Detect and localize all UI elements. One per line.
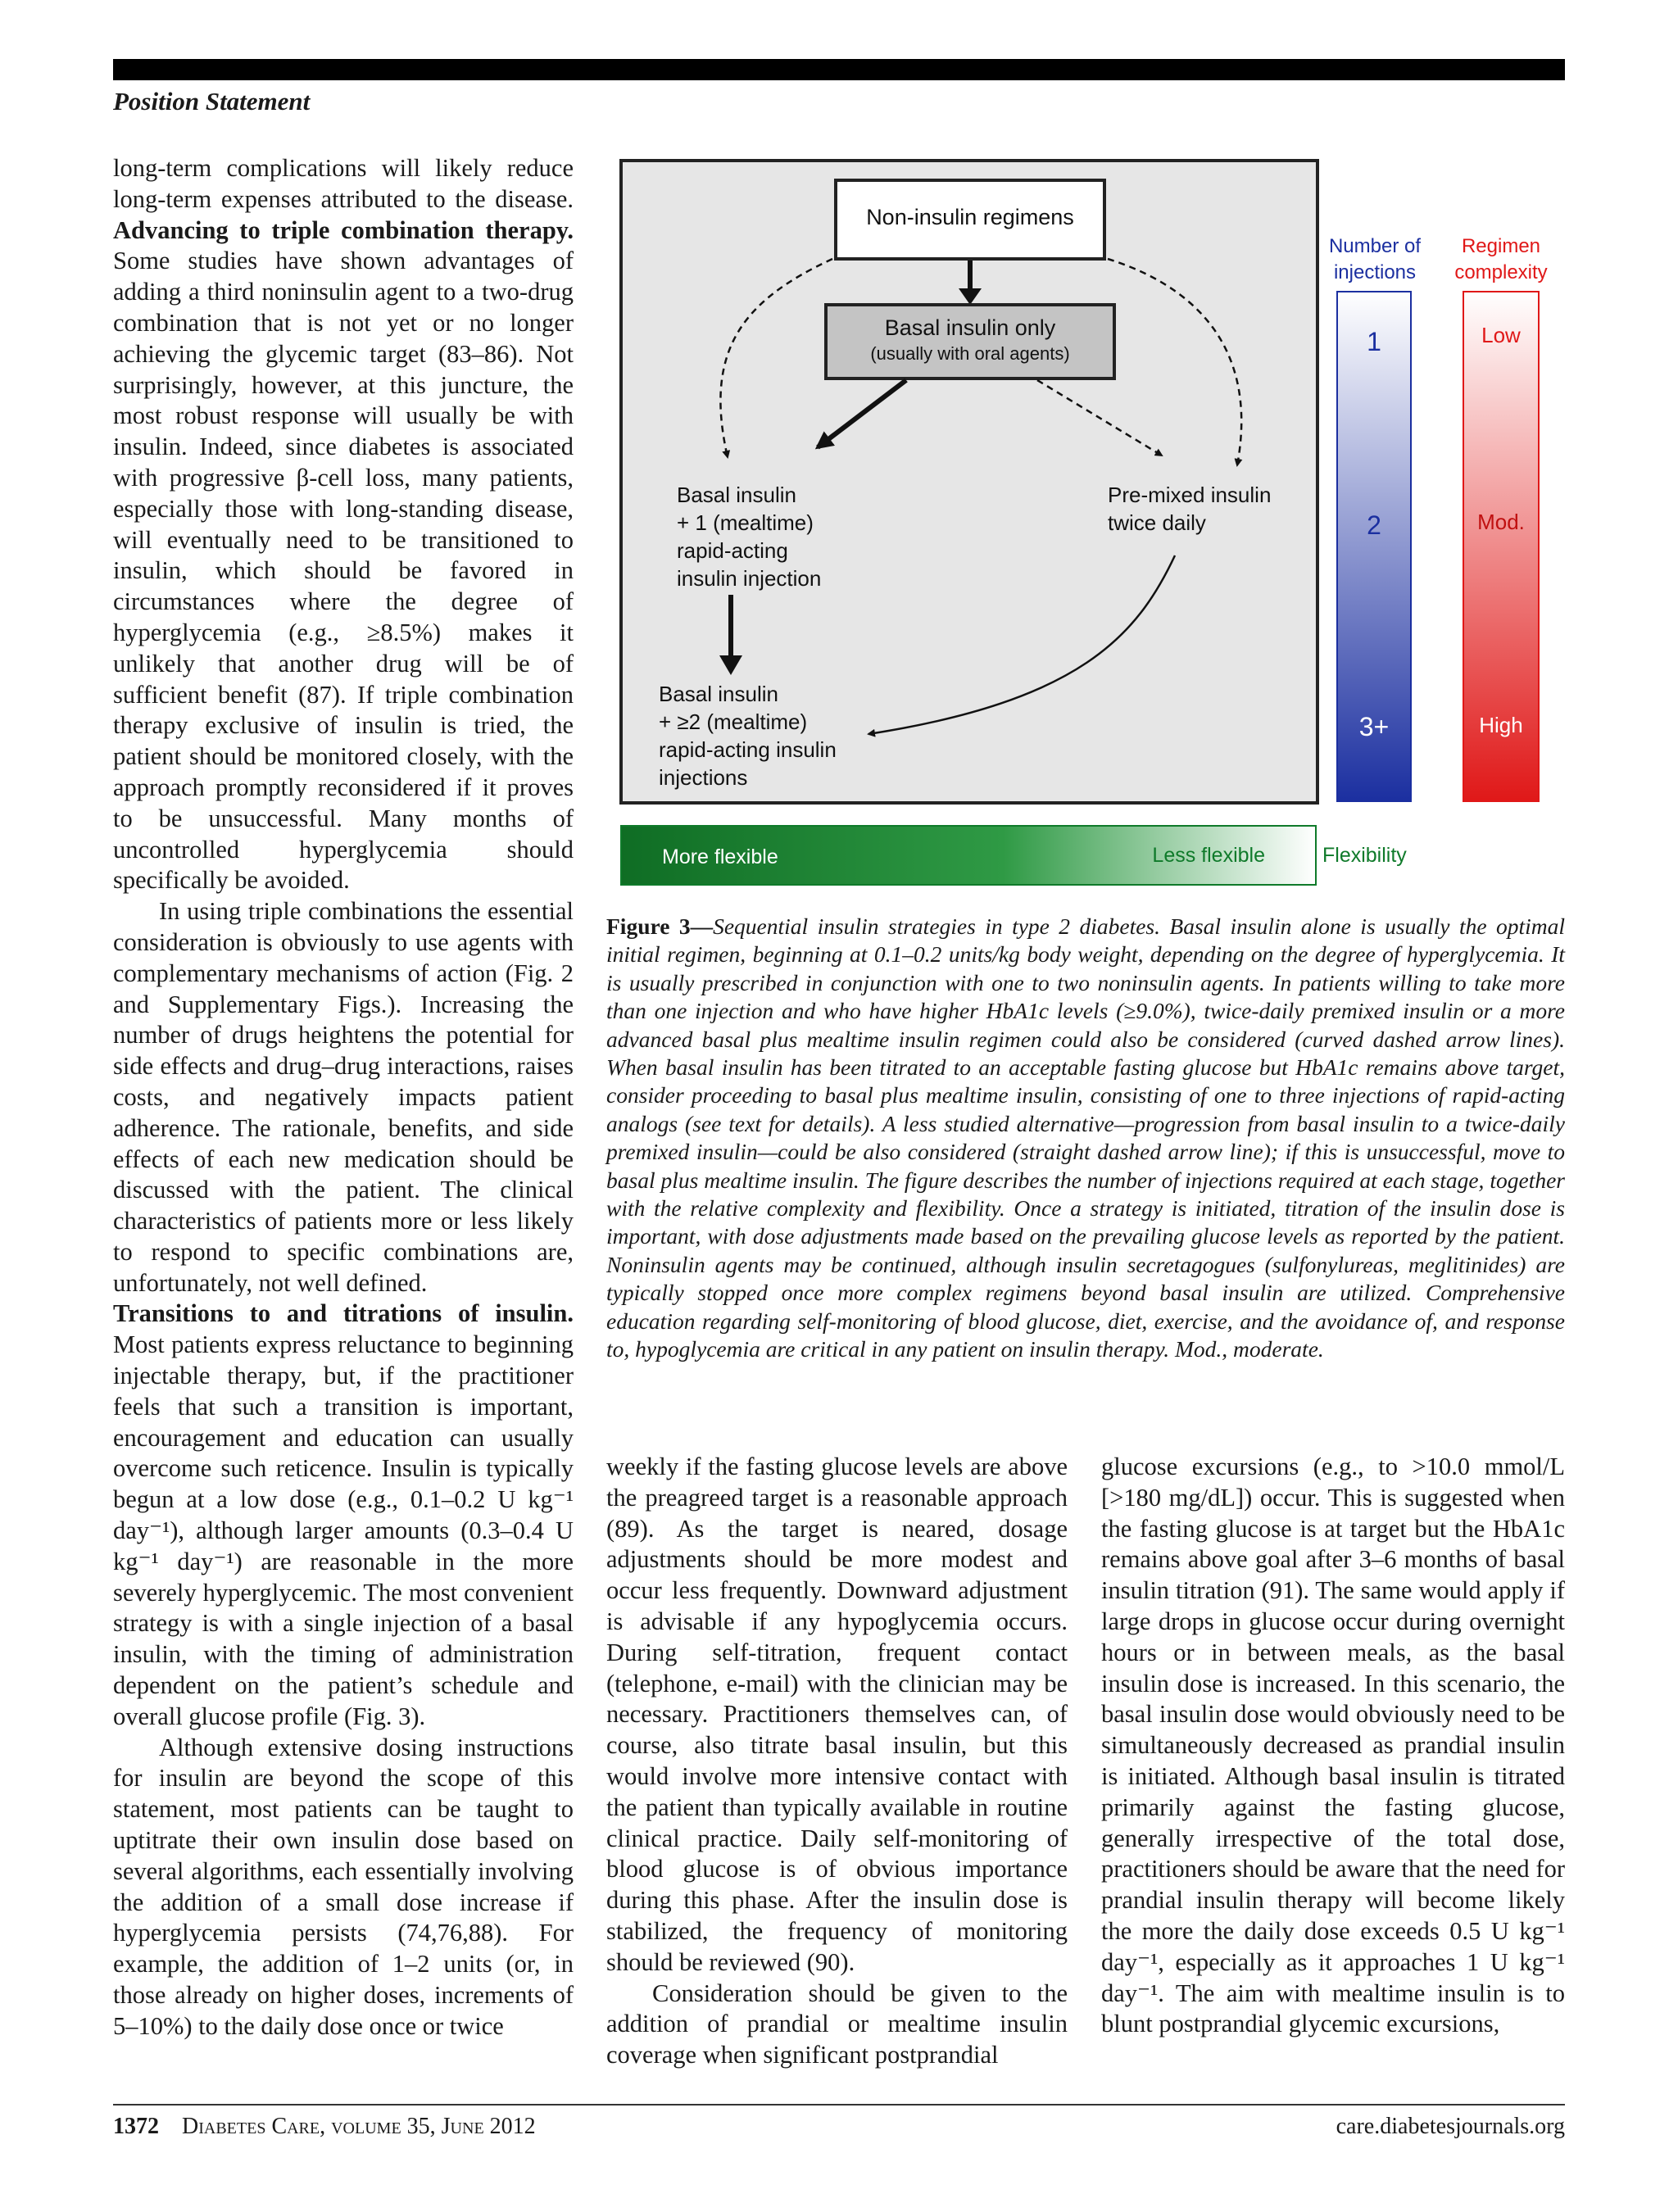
injections-level: 2 <box>1367 510 1381 540</box>
section-heading: Transitions to and titrations of insulin. <box>113 1299 574 1328</box>
flexibility-more: More flexible <box>662 845 778 868</box>
section-label: Position Statement <box>113 87 311 116</box>
box-noninsulin-label: Non-insulin regimens <box>866 205 1074 229</box>
caption-text: Sequential insulin strategies in type 2 diabetes. Basal insulin alone is usually the optimal initial regimen, beginning at 0.1–0.2 units/kg body weight, depending on the degree of hyperglycemia. It is usually prescribed in conjunction with one to two noninsulin agents. In patients willing to take more than one injection and who have higher HbA1c levels (≥9.0%), twice-daily premixed insulin or a more advanced basal plus mealtime insulin regimen could also be considered (curved dashed arrow lines). When basal insulin has been titrated to an acceptable fasting glucose but HbA1c remains above target, consider proceeding to basal plus mealtime insulin, consisting of one to three injections of rapid-acting analogs (see text for details). A less studied alternative—progression from basal insulin to a twice-daily premixed insulin—could be also considered (straight dashed arrow line); if this is unsuccessful, move to basal plus mealtime insulin. The figure describes the number of injections required at each stage, together with the relative complexity and flexibility. Once a strategy is initiated, titration of the insulin dose is important, with dose adjustments made based on the prevailing glucose levels as reported by the patient. Noninsulin agents may be continued, although insulin secretagogues (sulfonylureas, meglitinides) are typically stopped once more complex regimens beyond basal insulin are utilized. Comprehensive education regarding self-monitoring of blood glucose, diet, exercise, and the avoidance of, and response to, hypoglycemia are critical in any patient on insulin therapy. Mod., moderate. <box>606 913 1565 1362</box>
figure-3 <box>621 161 1548 882</box>
caption-label: Figure 3— <box>606 913 714 939</box>
footer-rule <box>113 2104 1565 2105</box>
injections-level: 1 <box>1367 327 1381 356</box>
paragraph <box>113 153 574 896</box>
section-heading: Advancing to triple combination therapy. <box>113 215 574 244</box>
paragraph-text: Some studies have shown advantages of adding a third noninsulin agent to a two-drug combination that is not yet or no longer achieving the glycemic target (83–86). Not surprisingly, however, at this juncture, the most robust response will usually be with insulin. Indeed, since diabetes is associated with progressive β-cell loss, many patients, especially those with long-standing disease, will eventually need to be transitioned to insulin, which should be favored in circumstances where the degree of hyperglycemia (e.g., ≥8.5%) makes it unlikely that another drug will be of sufficient benefit (87). If triple combination therapy exclusive of insulin is tried, the patient should be monitored closely, with the approach promptly reconsidered if it proves to be unsuccessful. Many months of uncontrolled hyperglycemia should specifically be avoided. <box>113 247 574 895</box>
figure-caption <box>606 913 1565 1364</box>
node-basal-plus-1: rapid-acting <box>677 538 788 563</box>
node-basal-plus-2: rapid-acting insulin <box>659 737 837 762</box>
paragraph <box>113 1299 574 1732</box>
journal-citation: Diabetes Care, volume 35, June 2012 <box>182 2114 536 2139</box>
paragraph: glucose excursions (e.g., to >10.0 mmol/L [>180 mg/dL]) occur. This is suggested when the fasting glucose is at target but the HbA1c remains above goal after 3–6 months of basal insulin titration (91). The same would apply if large drops in glucose occur during overnight hours or in between meals, as the basal insulin dose is increased. In this scenario, the basal insulin dose would obviously need to be simultaneously decreased as prandial insulin is initiated. Although basal insulin is titrated primarily against the fasting glucose, generally irrespective of the total dose, practitioners should be aware that the need for prandial insulin therapy will become likely the more the daily dose exceeds 0.5 U kg⁻¹ day⁻¹, especially as it approaches 1 U kg⁻¹ day⁻¹. The aim with mealtime insulin is to blunt postprandial glycemic excursions, <box>1101 1453 1565 2038</box>
paragraph: In using triple combinations the essential consideration is obviously to use agents with complementary mechanisms of action (Fig. 2 and Supplementary Figs.). Increasing the number of drugs heightens the potential for side effects and drug–drug interactions, raises costs, and negatively impacts patient adherence. The rationale, benefits, and side effects of each new medication should be discussed with the patient. The clinical characteristics of patients more or less likely to respond to specific combinations are, unfortunately, not well defined. <box>113 897 574 1297</box>
node-basal-plus-1: Basal insulin <box>677 483 796 507</box>
box-basal-only-sub: (usually with oral agents) <box>870 343 1070 364</box>
paragraph-text: Most patients express reluctance to beginning injectable therapy, but, if the practitioner feels that such a transition is important, encouragement and education can usually overcome such reticence. Insulin is typically begun at a low dose (e.g., 0.1–0.2 U kg⁻¹ day⁻¹), although larger amounts (0.3–0.4 U kg⁻¹ day⁻¹) are reasonable in the more severely hyperglycemic. The most convenient strategy is with a single injection of a basal insulin, with the timing of administration dependent on the patient’s schedule and overall glucose profile (Fig. 3). <box>113 1330 574 1730</box>
node-basal-plus-2: + ≥2 (mealtime) <box>659 709 808 734</box>
flexibility-label: Flexibility <box>1322 844 1407 867</box>
flexibility-less: Less flexible <box>1152 844 1265 867</box>
node-basal-plus-2: injections <box>659 765 748 790</box>
right-column <box>1101 1452 1565 2040</box>
node-premixed: Pre-mixed insulin <box>1108 483 1272 507</box>
paragraph-text: long-term complications will likely reduce long-term expenses attributed to the disease. <box>113 154 574 213</box>
complexity-level: High <box>1479 713 1523 737</box>
complexity-level: Mod. <box>1477 510 1525 534</box>
paragraph: Although extensive dosing instructions for insulin are beyond the scope of this statement, most patients can be taught to uptitrate their own insulin dose based on several algorithms, each essentially involving the addition of a small dose increase if hyperglycemia persists (74,76,88). For example, the addition of 1–2 units (or, in those already on higher doses, increments of 5–10%) to the daily dose once or twice <box>113 1733 574 2040</box>
node-basal-plus-1: + 1 (mealtime) <box>677 510 814 535</box>
footer-left <box>113 2114 536 2140</box>
injections-title: injections <box>1333 261 1417 283</box>
complexity-level: Low <box>1481 323 1521 347</box>
box-basal-only-label: Basal insulin only <box>884 315 1056 340</box>
middle-column <box>606 1452 1068 2071</box>
node-basal-plus-1: insulin injection <box>677 566 822 591</box>
footer-url[interactable]: care.diabetesjournals.org <box>1336 2114 1565 2139</box>
page-number: 1372 <box>113 2114 159 2139</box>
complexity-title: complexity <box>1454 261 1548 283</box>
node-basal-plus-2: Basal insulin <box>659 682 778 706</box>
paragraph: weekly if the fasting glucose levels are above the preagreed target is a reasonable approach (89). As the target is neared, dosage adjustments should be more modest and occur less frequently. Downward adjustment is advisable if any hypoglycemia occurs. During self-titration, frequent contact (telephone, e-mail) with the clinician may be necessary. Practitioners themselves can, of course, also titrate basal insulin, but this would involve more intensive contact with the patient than typically available in routine clinical practice. Daily self-monitoring of blood glucose is of obvious importance during this phase. After the insulin dose is stabilized, the frequency of monitoring should be reviewed (90). <box>606 1453 1068 1976</box>
injections-title: Number of <box>1328 235 1422 257</box>
complexity-title: Regimen <box>1461 235 1541 257</box>
injections-level: 3+ <box>1358 712 1390 741</box>
left-column <box>113 153 574 2042</box>
figure-3-bars <box>621 161 1604 898</box>
paragraph: Consideration should be given to the addition of prandial or mealtime insulin coverage when significant postprandial <box>606 1979 1068 2069</box>
node-premixed: twice daily <box>1108 510 1206 535</box>
header-bar <box>113 59 1565 80</box>
